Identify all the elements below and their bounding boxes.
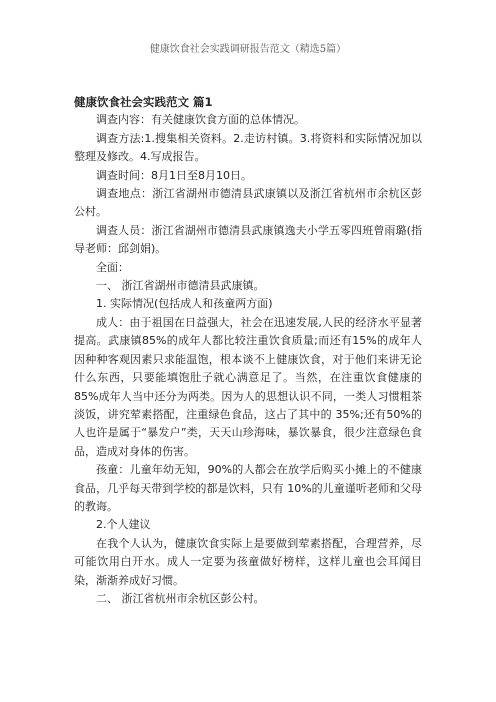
paragraph-survey-location: 调查地点：浙江省湖州市德清县武康镇以及浙江省杭州市余杭区彭公村。 bbox=[74, 187, 422, 219]
paragraph-adults: 成人：由于祖国在日益强大，社会在迅速发展,人民的经济水平显著提高。武康镇85%的成年人都比较注重饮食质量;而还有15%的成年人因种种客观因素只求能温饱，根本谈不上健康饮食，对于他们来讲无论什么东西，只要能填饱肚子就心满意足了。当然，在注重饮食健康的 85%成年人当中还分为两类。因为人的思想认识不同，一类人习惯粗茶淡饭，讲究荤素搭配，注重绿色食品，这占了其中的 35%;还有50%的人也许是属于“暴发户”类，天天山珍海味，暴饮暴食，很少注意绿色食品，造成对身体的伤害。 bbox=[74, 315, 422, 458]
paragraph-children: 孩童：儿童年幼无知，90%的人都会在放学后购买小摊上的不健康食品，几乎每天带到学校的都是饮料，只有 10%的儿童谨听老师和父母的教诲。 bbox=[74, 463, 422, 513]
heading-part-two: 二、 浙江省杭州市余杭区彭公村。 bbox=[96, 591, 265, 605]
paragraph-advice: 在我个人认为，健康饮食实际上是要做到荤素搭配，合理营养，尽可能饮用白开水。成人一定要为孩童做好榜样，这样儿童也会耳闻目染，渐渐养成好习惯。 bbox=[74, 536, 422, 587]
heading-personal-advice: 2.个人建议 bbox=[96, 518, 151, 532]
paragraph-survey-staff: 调查人员：浙江省湖州市德清县武康镇逸夫小学五零四班曾雨璐(指导老师：邱剑娟)。 bbox=[74, 223, 422, 256]
paragraph-overview-label: 全面： bbox=[96, 260, 129, 274]
document-body bbox=[74, 93, 422, 608]
heading-part-one: 一、 浙江省湖州市德清县武康镇。 bbox=[96, 279, 265, 293]
paragraph-survey-content: 调查内容：有关健康饮食方面的总体情况。 bbox=[96, 113, 305, 127]
paragraph-survey-time: 调查时间：8月1日至8月10日。 bbox=[96, 168, 252, 182]
paragraph-survey-method: 调查方法:1.搜集相关资料。2.走访村镇。3.将资料和实际情况加以整理及修改。4.写成报告。 bbox=[74, 131, 422, 164]
section-title: 健康饮食社会实践范文 篇1 bbox=[74, 95, 213, 109]
page-header: 健康饮食社会实践调研报告范文（精选5篇） bbox=[149, 44, 347, 55]
heading-actual-situation: 1. 实际情况(包括成人和孩童两方面) bbox=[96, 297, 273, 311]
